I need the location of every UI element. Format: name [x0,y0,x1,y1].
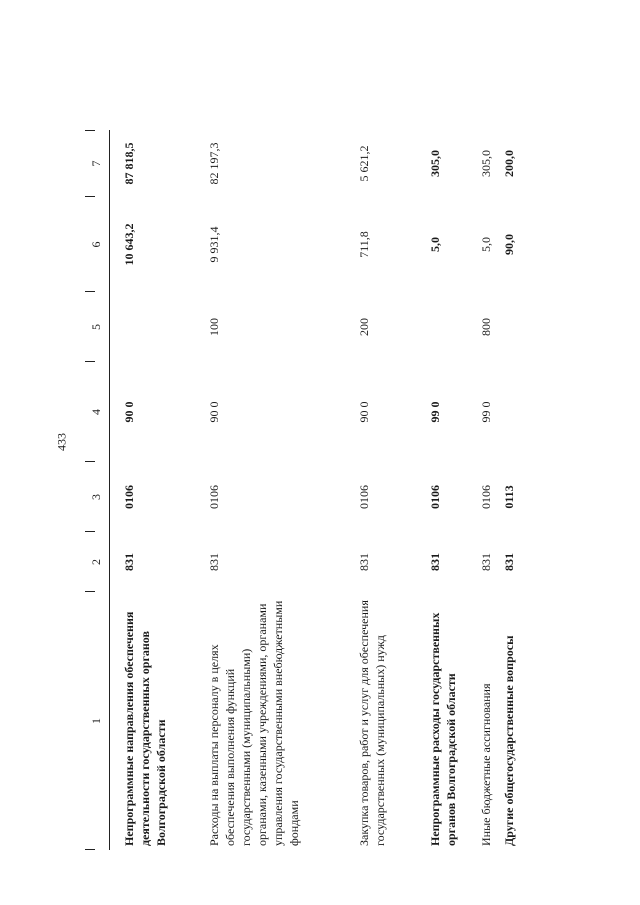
row-name: Иные бюджетные ассигнования [479,683,493,846]
header-col-4: 4 [89,409,103,415]
row-razdel: 0106 [428,485,442,509]
row-name: Другие общегосударственные вопросы [502,635,516,846]
row-sum-col6: 711,8 [357,231,371,258]
header-col-5: 5 [89,324,103,330]
row-csr: 90 0 [122,401,136,423]
header-col-1: 1 [89,718,103,724]
row-sum-col6: 10 643,2 [122,223,136,266]
row-vedomstvo: 831 [122,553,136,571]
header-col-3: 3 [89,494,103,500]
row-sum-col6: 5,0 [479,237,493,252]
row-vr: 200 [357,318,371,336]
row-name: Расходы на выплаты персоналу в целях обеспечения выполнения функций государственными (муниципальными) органами, казенными учреждениями, органами управления государственными внебюджетными фондами [207,600,301,846]
row-csr: 99 0 [479,401,493,423]
row-sum-col7: 87 818,5 [122,142,136,185]
row-vedomstvo: 831 [479,553,493,571]
row-csr: 99 0 [428,401,442,423]
row-name: Непрограммные расходы государственных органов Волгоградской области [428,612,458,846]
row-sum-col7: 82 197,3 [207,142,221,185]
row-sum-col7: 200,0 [502,150,516,177]
row-name: Закупка товаров, работ и услуг для обеспечения государственных (муниципальных) нужд [357,600,387,846]
row-razdel: 0106 [207,485,221,509]
row-vedomstvo: 831 [502,553,516,571]
row-vedomstvo: 831 [207,553,221,571]
row-csr: 90 0 [357,401,371,423]
row-sum-col7: 5 621,2 [357,145,371,182]
row-vedomstvo: 831 [357,553,371,571]
row-vr: 100 [207,318,221,336]
budget-table [85,130,515,850]
header-col-2: 2 [89,559,103,565]
row-sum-col7: 305,0 [428,150,442,177]
row-csr: 90 0 [207,401,221,423]
row-razdel: 0113 [502,485,516,509]
row-razdel: 0106 [357,485,371,509]
row-razdel: 0106 [122,485,136,509]
row-razdel: 0106 [479,485,493,509]
header-col-7: 7 [89,160,103,167]
row-sum-col6: 9 931,4 [207,226,221,263]
row-vedomstvo: 831 [428,553,442,571]
row-sum-col7: 305,0 [479,150,493,177]
header-col-6: 6 [89,241,103,248]
header-rule [109,130,110,850]
row-sum-col6: 90,0 [502,234,516,255]
row-sum-col6: 5,0 [428,237,442,252]
page-number: 433 [54,433,69,451]
row-name: Непрограммные направления обеспечения деятельности государственных органов Волгоградской области [122,611,168,846]
row-vr: 800 [479,318,493,336]
